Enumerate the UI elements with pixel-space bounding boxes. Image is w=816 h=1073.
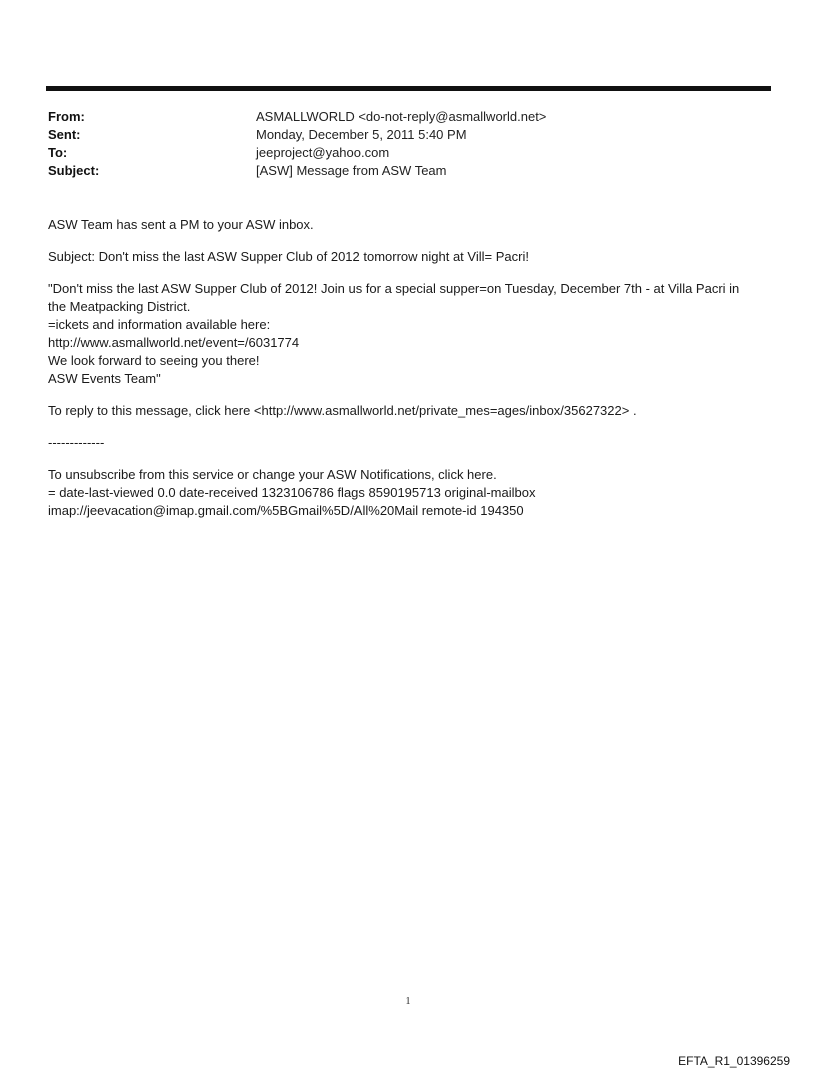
from-row	[48, 108, 768, 126]
message-line: =ickets and information available here:	[48, 317, 271, 332]
sent-row	[48, 126, 768, 144]
message-subject-line: Subject: Don't miss the last ASW Supper Club of 2012 tomorrow night at Vill= Pacri!	[48, 249, 529, 264]
header-divider	[46, 86, 771, 91]
to-row	[48, 144, 768, 162]
event-link[interactable]: http://www.asmallworld.net/event=/6031774	[48, 335, 300, 350]
email-header	[48, 108, 768, 180]
subject-row	[48, 162, 768, 180]
subject-value: [ASW] Message from ASW Team	[256, 163, 447, 178]
message-text	[48, 280, 773, 388]
message-line: "Don't miss the last ASW Supper Club of 2012! Join us for a special supper=on Tuesday, December 7th - at Villa Pacri in	[48, 281, 740, 296]
sent-value: Monday, December 5, 2011 5:40 PM	[256, 127, 467, 142]
subject-label: Subject:	[48, 163, 100, 178]
to-value: jeeproject@yahoo.com	[256, 145, 390, 160]
message-line: the Meatpacking District.	[48, 299, 191, 314]
to-label: To:	[48, 145, 68, 160]
sent-label: Sent:	[48, 127, 81, 142]
reply-link-line[interactable]: To reply to this message, click here <http://www.asmallworld.net/private_mes=ages/inbox/35627322> .	[48, 403, 637, 418]
intro-text: ASW Team has sent a PM to your ASW inbox.	[48, 217, 314, 232]
from-label: From:	[48, 109, 85, 124]
unsubscribe-line[interactable]: To unsubscribe from this service or change your ASW Notifications, click here.	[48, 467, 497, 482]
separator-line: -------------	[48, 435, 105, 450]
message-line: We look forward to seeing you there!	[48, 353, 260, 368]
document-id: EFTA_R1_01396259	[678, 1054, 790, 1068]
page-number: 1	[405, 996, 411, 1007]
footer-text	[48, 466, 773, 520]
email-body	[48, 216, 773, 534]
metadata-line: imap://jeevacation@imap.gmail.com/%5BGmail%5D/All%20Mail remote-id 194350	[48, 503, 524, 518]
metadata-line: = date-last-viewed 0.0 date-received 1323106786 flags 8590195713 original-mailbox	[48, 485, 536, 500]
message-line: ASW Events Team"	[48, 371, 161, 386]
from-value: ASMALLWORLD <do-not-reply@asmallworld.net>	[256, 109, 547, 124]
